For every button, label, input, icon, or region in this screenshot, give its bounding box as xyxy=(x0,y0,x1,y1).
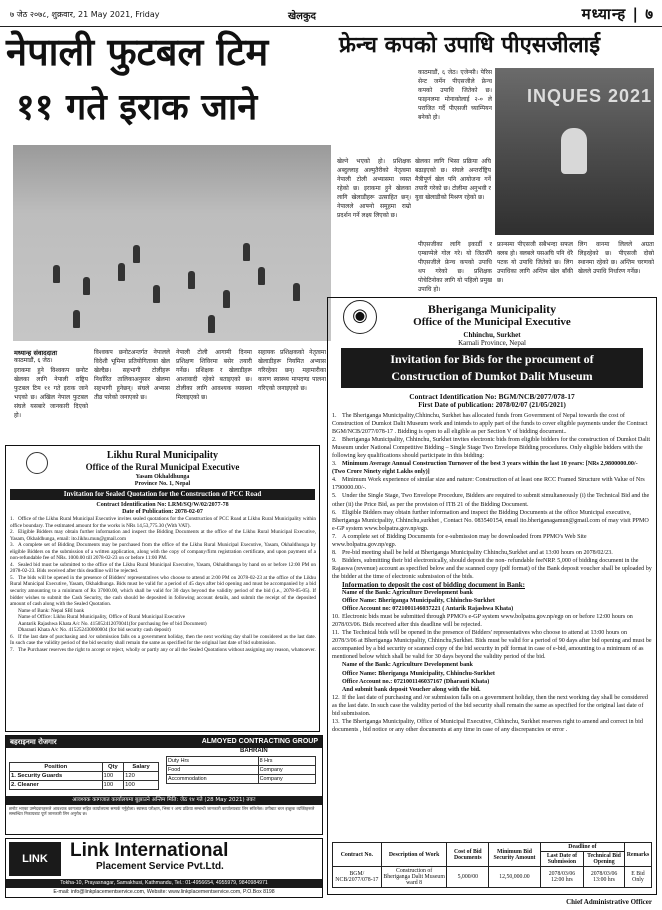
likhu-body xyxy=(10,516,316,653)
bheriganga-banner-line2: Construction of Dumkot Dalit Museum xyxy=(391,369,593,383)
deposit-bank: Name of the Bank: Agriculture Development bank xyxy=(342,590,473,597)
trophy-icon xyxy=(561,128,587,174)
deposit-heading: Information to deposit the cost of bidding document in Bank: xyxy=(342,580,525,589)
likhu-location: Yasam Okhaldhunga xyxy=(135,474,190,480)
table-header: Deadline of xyxy=(540,843,624,852)
football-column-3: नेपाली टोली आगामी दिनमा प्रशिक्षण शिविरमा बसेर तयारी गर्नेछ। प्रशिक्षक र खेलाडीहरू आशावादी रहेको बताइएको छ। टोलीका लागि आवश्यक व्यवस्था मिलाइएको छ। xyxy=(176,349,252,401)
table-row xyxy=(333,867,652,888)
security-account: Office Account no.: 0721001146037167 (Dharauti Khata) xyxy=(342,678,490,685)
bid-item: 1. The Bheriganga Municipality,Chhinchu, Surkhet has allocated funds from Government of Nepal towards the cost of Construction of Dumkot Dalit Museum work and intends to apply part of the funds to cover eligible payments under the Contract BGM/NCB/2077/078-17 . Bidding is open to all eligible as per Section V of bidding document.. xyxy=(332,413,648,436)
table-cell: 2078/03/06 12:00 hrs xyxy=(540,867,583,888)
bheriganga-title: Bheriganga Municipality xyxy=(427,302,557,316)
table-header: Technical Bid Opening xyxy=(584,852,625,867)
football-dateline: काठमाडौं, ६ जेठ। xyxy=(14,357,53,364)
bheriganga-address-line1: Chhinchu, Surkhet xyxy=(463,331,521,339)
bheriganga-address-line2: Karnali Province, Nepal xyxy=(458,339,526,347)
table-row: Food Company xyxy=(167,766,316,775)
psg-photo-banner: INQUES 2021 xyxy=(527,86,653,106)
table-cell: Construction of Bheriganga Dalit Museum ward 8 xyxy=(381,867,447,888)
table-header: Qty xyxy=(102,763,124,772)
jobs-deadline-bar: आवश्यक कागजात कार्यालयमा बुझाउने अन्तिम मिति: जेठ १४ गते (28 May 2021) तक! xyxy=(6,796,322,805)
deposit-office: Office Name: Bheriganga Municipality, Chhinchu-Surkhet xyxy=(342,598,495,605)
bid-schedule-table xyxy=(332,842,652,888)
psg-column-4: लिग वानमा लिलले अग्रता लिइरहेको छ। पीएसजी दोस्रो स्थानमा रहेको छ। अन्तिम चरणको खेलले उपाधि निर्धारण गर्नेछ। xyxy=(578,241,654,275)
football-byline: मध्यान्ह संवाददाता xyxy=(14,349,58,357)
link-company-subtitle: Placement Service Pvt.Ltd. xyxy=(96,861,224,872)
table-header: Remarks xyxy=(624,843,651,867)
nepal-emblem-icon: ◉ xyxy=(343,300,377,334)
bid-item: 12. If the last date of purchasing and /or submission falls on a government holiday, then the next working day shall be considered as the last date. In such case the validity period of the bid security shall remain the same as specified for the original last date of bid submission. xyxy=(332,694,648,717)
bid-item: 6. Eligible Bidders may obtain further information and inspect the Bidding Documents at the office Municipal executive, Bheriganga Municipality, Chhinchu,surkhet , Contact No. 083540154, email ito.bheriganagamun@gmail.com of may visit PPMO e-GP system www.bolpatra.gov.np/egp. xyxy=(332,509,649,532)
quotation-item: 2. Eligible Bidders may obtain further information and inspect the Bidding Documents at the office of the Likhu Rural Municipal Executive, Yasam, Okhaldhunga, email: ito.likhu.mun@gmail.com xyxy=(10,529,316,542)
bid-item: 10. Electronic bids must be submitted through PPMO's e-GP system www.bolpatra.gov.np/egp on or before 12:00 hours on 2078/03/06. Bids received after this deadline will be rejected. xyxy=(332,614,633,629)
security-office: Office Name: Bheriganga Municipality, Chhinchu-Surkhet xyxy=(342,670,495,677)
bheriganga-contract-id: Contract Identification No: BGM/NCB/2077/078-17 xyxy=(409,392,575,401)
psg-column-1: काठमाडौं, ६ जेठ। एजेन्सी। पेरिस सेन्ट जर्मेन पीएसजीले फ्रेन्च कपको उपाधि जितेको छ। फाइनलमा मोनाकोलाई २-० ले पराजित गर्दै पीएसजी च्याम्पियन बनेको हो। xyxy=(418,69,492,121)
likhu-title: Likhu Rural Municipality xyxy=(106,450,219,461)
table-cell: BGM/ NCB/2077/078-17 xyxy=(333,867,382,888)
security-bank: Name of the Bank: Agriculture Development bank xyxy=(342,662,473,669)
likhu-contract-id: Contract Identification No: LRM/SQ/W/02/2077-78 xyxy=(96,502,229,508)
jobs-country: BAHRAIN xyxy=(240,748,268,754)
bank-account-1: Aantarik Rajashwa Khata A/c No. 415052412070041(for purchasing fee of bid Document) xyxy=(18,620,207,627)
likhu-publication-date: Date of Publication: 2078-02-07 xyxy=(122,509,203,515)
bheriganga-office: Office of the Municipal Executive xyxy=(413,316,571,328)
quotation-item: 7. The Purchaser reserves the right to accept or reject, wholly or partly any or all the Sealed Quotations without assigning any reason, whatsoever. xyxy=(10,646,316,653)
jobs-ad-title: बहराइनमा रोजगार xyxy=(10,738,57,746)
bid-item: 4. Minimum Work experience of similar size and nature: Construction of at least one RCC Framed Structure with Value of Nrs 1790000.00/-. xyxy=(332,477,645,492)
likhu-office: Office of the Rural Municipal Executive xyxy=(85,462,240,472)
table-header: Description of Work xyxy=(381,843,447,867)
bid-item: 3. Minimum Average Annual Construction Turnover of the best 3 years within the last 10 years: [NRs 2,9800000.00/- (Two Crore Ninety eight Lakhs only)] xyxy=(332,461,638,476)
link-company-name: Link International xyxy=(70,840,229,861)
bid-item: 2. Bheriganga Municipality, Chhinchu, Surkhet invites electronic bids from eligible bidders for the construction of Dumkot Dalit Museum under National Competitive Bidding – Single Stage Two Envelope Bidding procedures. Only eligible bidders with the following key qualifications should participate in this bidding: xyxy=(332,437,651,460)
table-row: 1. Security Guards 100 120 xyxy=(10,772,159,781)
table-cell: 2078/03/06 13:00 hrs xyxy=(584,867,625,888)
quotation-item: 5. The bids will be opened in the presence of Bidders' representatives who choose to attend at 2:00 PM on 2078-02-23 at the office of the Likhu Rural Municipal Executive, Yasam, Okhaldhunga. Bids must be valid for a period of 45 days after bid opening and must be accompanied by a bid security amounting to a minimum of Rs 37000.00, which shall be valid for 30 days beyond the validity period of the bid (i.e., 2078-05-05). If bidder wishes to submit the Cash Security, the cash should be deposited in following account details, and submit the receipt of the deposited amount of cash along with the Sealed Quotation. xyxy=(10,574,316,608)
bid-item: 11. The Technical bids will be opened in the presence of Bidders' representatives who choose to attend at 13:00 hours on 2078/3/06 at Bheriganga Municipality, Chhinchu,Surkhet. Bids must be valid for a period of 90 days after bid opening and must be accompanied by a bid security or scanned copy of the bid security in pdf format in case of e-bid, amounting to a minimum of as mentioned below which shall be valid for 30 days beyond the validity period of the bid. xyxy=(332,630,652,661)
date-line: ७ जेठ २०७८, शुक्रवार, 21 May 2021, Friday xyxy=(10,10,160,19)
bank-name: Name of Bank: Nepal SBI bank xyxy=(18,607,85,614)
bid-item: 13. The Bheriganga Municipality, Office of Municipal Executive, Chhinchu, Surkhet reserves right to amend and correct in bid documents , bid notice or any other documents at any time in case of any discrepancies or error . xyxy=(332,718,643,733)
psg-headline: फ्रेन्च कपको उपाधि पीएसजीलाई xyxy=(339,33,601,58)
jobs-benefits-table xyxy=(166,756,316,784)
link-logo: LINK xyxy=(9,842,61,876)
psg-celebration-photo xyxy=(495,68,654,235)
link-contact: E-mail: info@linkplacementservice.com, Website: www.linkplacementservice.com, P.O.Box 8198 xyxy=(53,889,275,895)
quotation-item: 6. If the last date of purchasing and /or submission falls on a government holiday, then the next working day shall be considered as the last date. In such case the validity period of the bid security shall remain the same as specified for the original last date of bid submission. xyxy=(10,633,316,647)
bheriganga-publication-date: First Date of publication: 2078/02/07 (21/05/2021) xyxy=(418,401,566,409)
table-row: Accommodation Company xyxy=(167,775,316,784)
bheriganga-address xyxy=(327,331,657,347)
page-number: मध्यान्ह | ७ xyxy=(581,5,654,23)
table-header: Cost of Bid Documents xyxy=(447,843,489,867)
table-row: 2. Cleaner 100 100 xyxy=(10,781,159,790)
football-training-photo xyxy=(13,145,331,341)
likhu-banner: Invitation for Sealed Quotation for the Construction of PCC Road xyxy=(10,489,315,500)
security-note: And submit bank deposit Voucher along with the bid. xyxy=(342,686,481,693)
football-mid-column: खेल्ने भएको हो। प्रशिक्षक अब्दुल्लाह अल्मुतैरीको नेतृत्वमा नेपाली टोली अभ्यासमा व्यस्त रहेको छ। इराकमा हुने खेलका लागि खेलाडीहरू उत्साहित छन्। नेपालले आफ्नो समूहमा राम्रो प्रदर्शन गर्ने लक्ष्य लिएको छ। xyxy=(337,158,411,219)
bheriganga-body xyxy=(332,412,652,734)
table-header: Salary xyxy=(124,763,159,772)
bank-office: Name of Office: Likhu Rural Municipality, Office of Rural Municipal Executive xyxy=(18,614,186,621)
quotation-item: 1. Office of the Likhu Rural Municipal Executive invites sealed quotations for the Construction of PCC Road at Likhu Rural Municipality within office boundary. The estimated amount for the works is NRs 14,53,775.30 (With VAT). xyxy=(10,516,316,529)
deposit-account: Office Account no: 0721001146037221 ( Antarik Rajashwa Khata) xyxy=(342,606,514,613)
football-headline-line1: नेपाली फुटबल टिम xyxy=(6,30,269,74)
table-header: Last Date of Submission xyxy=(540,852,583,867)
link-address: Tokha-10, Prayasnagar, Samakhusi, Kathmandu, Tel.: 01-4956654, 4955979, 9840984971 xyxy=(6,879,322,888)
table-header: Contract No. xyxy=(333,843,382,867)
football-headline-line2: ११ गते इराक जाने xyxy=(16,87,258,128)
table-header: Minimum Bid Security Amount xyxy=(489,843,541,867)
bid-item: 9. Bidders, submitting their bid electronically, should deposit the non- refundable feeNRP. 5,000 of bidding document in the Rajaswa (revenue) account as specified below and the scanned copy (pdf format) of the Bank deposit voucher shall be uploaded by the bidder at the time of electronic submission of the bids. xyxy=(332,557,652,580)
football-mid-column-2: खेलका लागि भिसा प्रक्रिया अघि बढाइएको छ। संघले अन्तर्राष्ट्रिय मैत्रीपूर्ण खेल पनि आयोजना गर्ने तयारी गरेको छ। टोलीमा अनुभवी र युवा खेलाडीको मिश्रण रहेको छ। xyxy=(415,158,491,201)
bid-item: 5. Under the Single Stage, Two Envelope Procedure, Bidders are required to submit simultaneously (i) the Technical Bid and the other (ii) the Price Bid, as per the provision of ITB 21 of the Bidding Document. xyxy=(332,493,650,508)
table-cell: E Bid Only xyxy=(624,867,651,888)
jobs-company: ALMOYED CONTRACTING GROUP xyxy=(201,738,318,745)
table-row: Duty Hrs 8 Hrs xyxy=(167,757,316,766)
section-name: खेलकुद xyxy=(288,11,316,22)
signature: Chief Administrative Officer xyxy=(566,898,652,906)
bheriganga-banner xyxy=(341,348,643,388)
psg-column-3: फ्रान्समा पीएसजी सबैभन्दा सफल क्लब हो। क्लबले यसअघि पनि धेरै पटक यो उपाधि जितेको छ। लिग उपाधिका लागि अन्तिम खेल बाँकी छ। xyxy=(497,241,573,284)
football-column-1: इराकमा हुने विश्वकप छनोट खेलका लागि नेपाली राष्ट्रिय फुटबल टिम ११ गते इराक जाने भएको छ। अखिल नेपाल फुटबल संघले यसबारे जानकारी दिएको हो। xyxy=(14,367,88,419)
likhu-province: Province No. 1, Nepal xyxy=(134,481,191,487)
bank-account-2: Dharauti Khata A/c No. 415252430000004 (for bid security cash deposit) xyxy=(18,627,171,634)
table-cell: 5,000/00 xyxy=(447,867,489,888)
football-column-4: सहायक प्रशिक्षकको नेतृत्वमा खेलाडीहरू नियमित अभ्यास गरिरहेका छन्। महामारीका कारण स्वास्थ्य मापदण्ड पालना गरिएको जनाइएको छ। xyxy=(258,349,326,392)
bheriganga-banner-line1: Invitation for Bids for the procument of xyxy=(390,352,594,366)
jobs-position-table xyxy=(9,762,159,790)
jobs-fine-print: छनोट भएका उम्मेदवारहरूले आवश्यक कागजात सहित कार्यालयमा सम्पर्क गर्नुहोला। स्वास्थ्य परीक्षण, भिसा र अन्य प्रक्रिया सम्बन्धी जानकारी कार्यालयबाट लिन सकिनेछ। ठगीबाट बच्न इच्छुक व्यक्तिहरूले सम्बन्धित निकायबाट पूर्ण जानकारी लिन अनुरोध छ। xyxy=(9,806,315,817)
table-header: Position xyxy=(10,763,103,772)
quotation-item: 3. A complete set of Bidding Documents may be purchased from the office of the Likhu Rural Municipal Executive, Yasam, Okhaldhunga by eligible Bidders on the submission of a written application, along with the copy of company/firm registration certificate, and upon payment of a non-refundable fee of NRs. 1000.00 till 2078-02-23 on or before 11:00 PM. xyxy=(10,542,316,562)
bid-item: 8. Pre-bid meeting shall be held at Bheriganga Municipality Chhinchu,Surkhet and at 13:00 hours on 2078/02/23. xyxy=(332,549,613,556)
psg-column-2: पीएसजीका लागि इकार्डी र एम्बाप्पेले गोल गरे। यो जितसँगै पीएसजीले फ्रेन्च कपको उपाधि थप गरेको छ। प्रशिक्षक पोचेटिनोका लागि यो पहिलो प्रमुख उपाधि हो। xyxy=(418,241,492,293)
quotation-item: 4. Sealed bid must be submitted to the office of the Likhu Rural Municipal Executive, Yasam, Okhaldhunga by hand on or before 12:00 PM on 2078-02-23. Bids received after this deadline will be rejected. xyxy=(10,561,316,575)
football-column-2: विश्वकप छनोटअन्तर्गत नेपालले विदेशी भूमिमा प्रतियोगिताका खेल खेल्दैछ। सहभागी टोलीहरू निर्धारित तालिकाअनुसार खेलमा सहभागी हुनेछन्। संघले अभ्यास तीव्र पारेको जनाएको छ। xyxy=(94,349,170,401)
table-cell: 12,50,000.00 xyxy=(489,867,541,888)
jobs-ad-header xyxy=(6,736,322,748)
bid-item: 7. A complete set of Bidding Documents for e-submission may be downloaded from PPMO's Web Site www.bolpatra.gov.np/egp. xyxy=(332,533,587,548)
